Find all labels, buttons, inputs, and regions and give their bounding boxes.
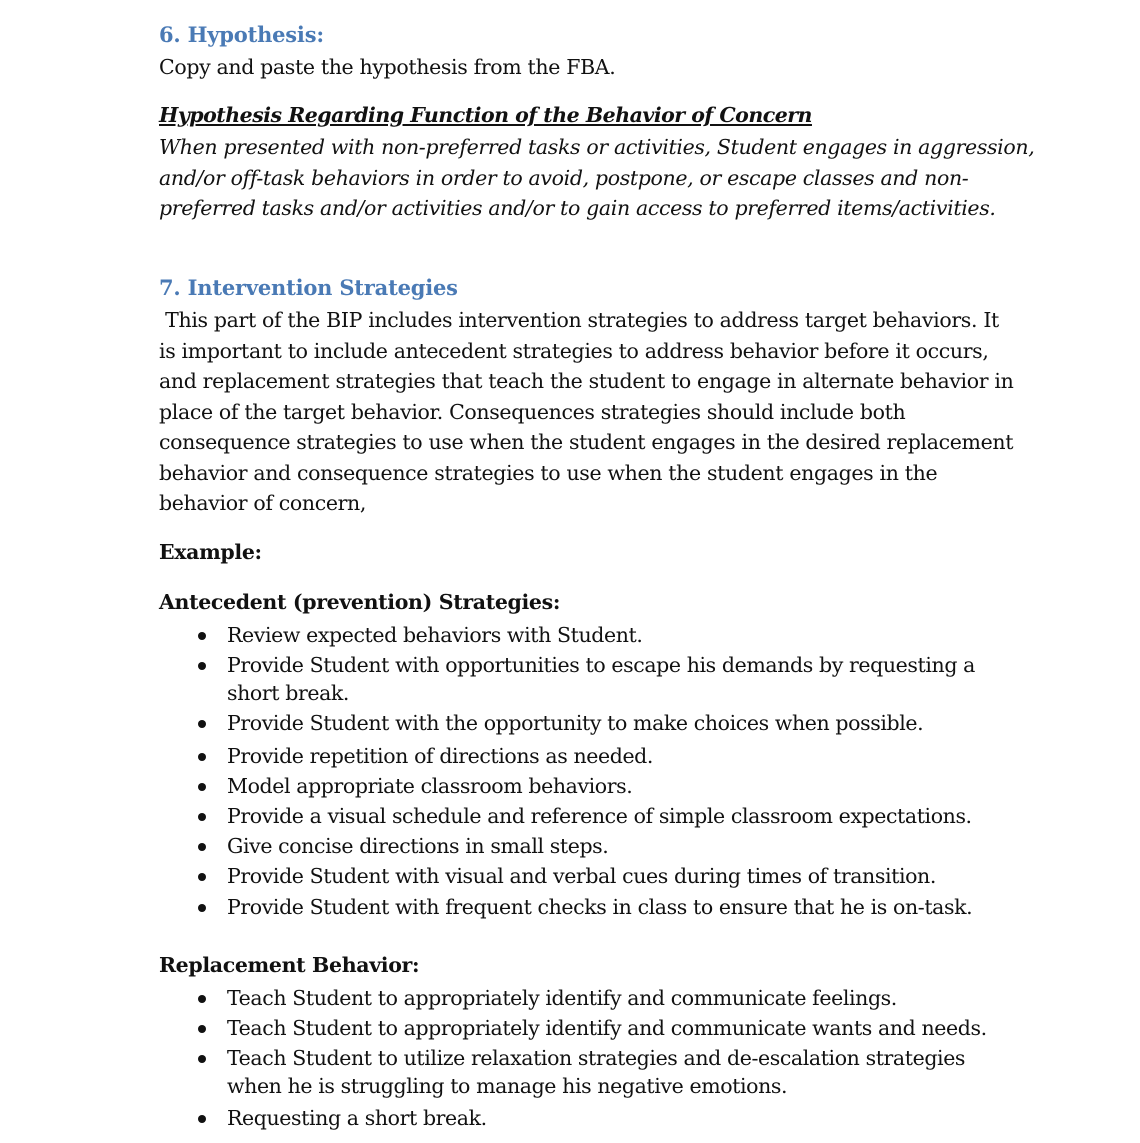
intervention-paragraph-line: and replacement strategies that teach the student to engage in alternate behavior in bbox=[159, 369, 1014, 393]
antecedent-item: Give concise directions in small steps. bbox=[227, 834, 609, 858]
replacement-heading: Replacement Behavior: bbox=[159, 953, 420, 977]
bullet-icon bbox=[198, 843, 206, 851]
section-6-heading: 6. Hypothesis: bbox=[159, 22, 324, 47]
bullet-icon bbox=[198, 873, 206, 881]
section-7-heading: 7. Intervention Strategies bbox=[159, 275, 458, 300]
replacement-item-continuation: when he is struggling to manage his negative emotions. bbox=[227, 1074, 788, 1098]
antecedent-item: Model appropriate classroom behaviors. bbox=[227, 774, 633, 798]
bullet-icon bbox=[198, 813, 206, 821]
bullet-icon bbox=[198, 720, 206, 728]
hypothesis-text-line: When presented with non-preferred tasks or activities, Student engages in aggression, bbox=[159, 135, 1035, 159]
intervention-paragraph-line: place of the target behavior. Consequences strategies should include both bbox=[159, 400, 906, 424]
antecedent-item: Provide repetition of directions as needed. bbox=[227, 744, 654, 768]
bullet-icon bbox=[198, 753, 206, 761]
replacement-item: Teach Student to appropriately identify and communicate feelings. bbox=[227, 986, 897, 1010]
antecedent-item: Provide a visual schedule and reference of simple classroom expectations. bbox=[227, 804, 972, 828]
bullet-icon bbox=[198, 1055, 206, 1063]
intervention-paragraph-line: is important to include antecedent strategies to address behavior before it occurs, bbox=[159, 339, 989, 363]
intervention-paragraph-line: behavior and consequence strategies to use when the student engages in the bbox=[159, 461, 938, 485]
hypothesis-text-line: preferred tasks and/or activities and/or to gain access to preferred items/activities. bbox=[159, 196, 996, 220]
hypothesis-text-line: and/or off-task behaviors in order to avoid, postpone, or escape classes and non- bbox=[159, 166, 969, 190]
intervention-paragraph-line: behavior of concern, bbox=[159, 491, 367, 515]
replacement-item: Teach Student to appropriately identify and communicate wants and needs. bbox=[227, 1016, 987, 1040]
bullet-icon bbox=[198, 1025, 206, 1033]
example-label: Example: bbox=[159, 540, 262, 564]
intervention-paragraph-line: consequence strategies to use when the student engages in the desired replacement bbox=[159, 430, 1014, 454]
bullet-icon bbox=[198, 632, 206, 640]
antecedent-item-continuation: short break. bbox=[227, 681, 350, 705]
intervention-paragraph-line: This part of the BIP includes intervention strategies to address target behaviors. It bbox=[159, 308, 999, 332]
replacement-item: Requesting a short break. bbox=[227, 1106, 487, 1130]
replacement-item: Teach Student to utilize relaxation strategies and de-escalation strategies bbox=[227, 1046, 966, 1070]
antecedent-item: Provide Student with opportunities to escape his demands by requesting a bbox=[227, 653, 975, 677]
antecedent-heading: Antecedent (prevention) Strategies: bbox=[159, 590, 561, 614]
antecedent-item: Review expected behaviors with Student. bbox=[227, 623, 643, 647]
bullet-icon bbox=[198, 1115, 206, 1123]
antecedent-item: Provide Student with frequent checks in class to ensure that he is on-task. bbox=[227, 895, 973, 919]
bullet-icon bbox=[198, 995, 206, 1003]
hypothesis-instruction: Copy and paste the hypothesis from the FBA. bbox=[159, 55, 616, 79]
antecedent-item: Provide Student with visual and verbal cues during times of transition. bbox=[227, 864, 936, 888]
bullet-icon bbox=[198, 783, 206, 791]
hypothesis-subheading: Hypothesis Regarding Function of the Behavior of Concern bbox=[159, 103, 812, 127]
bullet-icon bbox=[198, 904, 206, 912]
bullet-icon bbox=[198, 662, 206, 670]
antecedent-item: Provide Student with the opportunity to make choices when possible. bbox=[227, 711, 924, 735]
